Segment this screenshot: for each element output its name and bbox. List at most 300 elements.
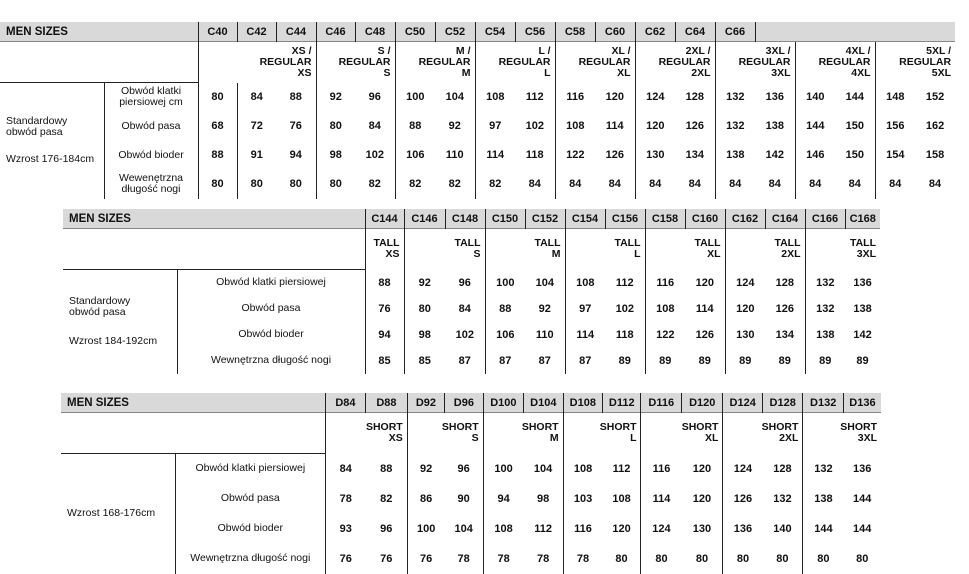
measurement-value: 144 (853, 492, 872, 505)
measurement-value: 120 (612, 522, 631, 535)
size-code: C144 (365, 209, 404, 229)
measurement-value: 138 (715, 141, 755, 170)
measurement-value: 124 (635, 83, 675, 112)
measurement-value: 84 (458, 302, 471, 315)
measurement-value: 92 (407, 454, 444, 484)
measurement-row (61, 484, 881, 514)
size-code: D88 (366, 393, 408, 413)
measurement-value: 88 (395, 112, 435, 141)
measurement-value: 140 (773, 522, 792, 535)
measurement-value: 144 (853, 522, 872, 535)
measurement-value: 93 (339, 522, 352, 535)
measurement-value: 136 (853, 276, 872, 289)
size-group: S / REGULAR S (316, 42, 395, 83)
standard-waist-label: Standardowy obwód pasa (6, 115, 68, 139)
size-code: D124 (723, 393, 762, 413)
measurement-value: 88 (378, 276, 391, 289)
measurement-label: Obwód klatki piersiowej cm (104, 83, 198, 112)
measurement-value: 94 (483, 484, 523, 514)
measurement-value: 130 (635, 141, 675, 170)
size-code: D92 (407, 393, 444, 413)
measurement-value: 142 (853, 328, 872, 341)
size-code: C44 (276, 22, 316, 42)
measurement-value: 84 (339, 462, 352, 475)
measurement-value: 80 (316, 170, 355, 199)
measurement-value: 138 (765, 120, 784, 132)
measurement-value: 85 (404, 348, 445, 374)
measurement-value: 114 (475, 141, 515, 170)
measurement-value: 132 (715, 83, 755, 112)
measurement-value: 144 (803, 514, 843, 544)
measurement-row (0, 170, 955, 199)
measurement-value: 89 (805, 348, 845, 374)
size-group-row (63, 229, 880, 270)
measurement-value: 112 (612, 462, 631, 475)
size-code: D96 (445, 393, 483, 413)
measurement-value: 110 (535, 328, 554, 341)
measurement-value: 108 (565, 270, 605, 296)
measurement-value: 126 (775, 302, 794, 315)
measurement-value: 102 (365, 149, 384, 161)
size-group: TALL M (485, 229, 565, 270)
measurement-value: 108 (555, 112, 595, 141)
measurement-value: 118 (525, 149, 544, 161)
measurement-value: 142 (765, 149, 784, 161)
measurement-value: 80 (404, 296, 445, 322)
measurement-value: 134 (775, 328, 794, 341)
size-code: C42 (237, 22, 276, 42)
size-code: C146 (404, 209, 445, 229)
measurement-value: 154 (875, 141, 915, 170)
measurement-value: 158 (925, 149, 945, 161)
measurement-value: 85 (378, 354, 391, 367)
measurement-value: 150 (845, 149, 864, 161)
group-side-label (0, 83, 104, 199)
size-code-header-row (61, 393, 881, 413)
measurement-value: 92 (448, 120, 461, 132)
measurement-value: 80 (641, 544, 681, 574)
measurement-value: 84 (555, 170, 595, 199)
measurement-value: 132 (805, 270, 845, 296)
measurement-value: 86 (407, 484, 444, 514)
measurement-value: 126 (685, 120, 704, 132)
size-code: C56 (515, 22, 555, 42)
size-code: D128 (762, 393, 802, 413)
measurement-value: 82 (475, 170, 515, 199)
measurement-value: 130 (692, 522, 712, 535)
measurement-value: 120 (635, 112, 675, 141)
size-group: SHORT XS (366, 413, 408, 454)
measurement-value: 76 (339, 552, 352, 565)
measurement-value: 98 (536, 492, 550, 505)
height-range-label: Wzrost 168-176cm (67, 507, 156, 520)
measurement-value: 150 (845, 120, 864, 132)
measurement-row (61, 514, 881, 544)
size-table-tall (63, 209, 880, 374)
size-code: D100 (483, 393, 523, 413)
measurement-value: 68 (211, 120, 224, 132)
size-group: 4XL / REGULAR 4XL (795, 42, 875, 83)
size-table-regular (0, 22, 955, 199)
measurement-value: 114 (695, 302, 714, 315)
measurement-value: 92 (316, 83, 355, 112)
measurement-value: 98 (316, 141, 355, 170)
measurement-value: 94 (289, 149, 302, 161)
size-table-short (61, 393, 881, 574)
size-group: XL / REGULAR XL (555, 42, 635, 83)
size-group: XS / REGULAR XS (237, 42, 316, 83)
size-code: C52 (435, 22, 475, 42)
measurement-value: 116 (563, 514, 602, 544)
measurement-value: 162 (925, 120, 945, 132)
size-code: C62 (635, 22, 675, 42)
measurement-value: 112 (534, 522, 552, 535)
measurement-value: 124 (723, 454, 762, 484)
measurement-value: 80 (803, 544, 843, 574)
measurement-label: Obwód pasa (104, 112, 198, 141)
size-code: D132 (803, 393, 843, 413)
measurement-value: 76 (289, 120, 302, 132)
size-group: SHORT M (483, 413, 563, 454)
size-group: TALL L (565, 229, 645, 270)
measurement-value: 89 (725, 348, 765, 374)
measurement-value: 128 (773, 462, 792, 475)
measurement-value: 126 (695, 328, 714, 341)
measurement-value: 84 (848, 178, 861, 190)
measurement-value: 82 (395, 170, 435, 199)
measurement-value: 96 (368, 91, 381, 103)
measurement-label: Obwód klatki piersiowej (177, 270, 365, 296)
measurement-value: 84 (795, 170, 835, 199)
measurement-value: 76 (378, 302, 391, 315)
measurement-value: 80 (237, 170, 276, 199)
measurement-value: 80 (211, 91, 224, 103)
measurement-value: 104 (535, 276, 554, 289)
measurement-value: 122 (645, 322, 685, 348)
table-title: MEN SIZES (63, 209, 365, 229)
measurement-value: 89 (618, 354, 631, 367)
measurement-value: 96 (380, 522, 393, 535)
measurement-label: Obwód pasa (177, 296, 365, 322)
measurement-value: 102 (525, 120, 544, 132)
size-code: C48 (355, 22, 395, 42)
measurement-value: 87 (538, 354, 551, 367)
size-group: SHORT L (563, 413, 641, 454)
measurement-value: 116 (645, 270, 685, 296)
measurement-value: 152 (925, 91, 945, 103)
size-code: D120 (681, 393, 723, 413)
measurement-value: 102 (455, 328, 474, 341)
measurement-value: 87 (458, 354, 471, 367)
size-code: C158 (645, 209, 685, 229)
measurement-label: Obwód klatki piersiowej (175, 454, 325, 484)
size-group: 3XL / REGULAR 3XL (715, 42, 795, 83)
size-code: C160 (685, 209, 725, 229)
measurement-value: 138 (805, 322, 845, 348)
size-code: C156 (605, 209, 645, 229)
size-group: TALL XL (645, 229, 725, 270)
measurement-value: 94 (378, 328, 391, 341)
measurement-value: 118 (615, 328, 634, 341)
size-code: C50 (395, 22, 435, 42)
size-group: SHORT S (407, 413, 483, 454)
size-group: TALL 3XL (805, 229, 880, 270)
measurement-row (63, 270, 880, 296)
group-blank (198, 42, 237, 83)
measurement-value: 100 (485, 270, 525, 296)
measurement-value: 156 (875, 112, 915, 141)
measurement-value: 140 (795, 83, 835, 112)
size-code: C60 (595, 22, 635, 42)
measurement-value: 120 (692, 462, 712, 475)
size-group: 5XL / REGULAR 5XL (875, 42, 955, 83)
group-label-blank (0, 42, 198, 83)
measurement-value: 78 (457, 552, 470, 565)
measurement-value: 84 (608, 178, 621, 190)
measurement-value: 120 (692, 492, 712, 505)
size-code: C168 (845, 209, 880, 229)
measurement-value: 80 (615, 552, 628, 565)
measurement-label: Obwód bioder (177, 322, 365, 348)
height-range-label: Wzrost 184-192cm (69, 335, 158, 348)
measurement-value: 78 (563, 544, 602, 574)
group-blank (325, 413, 365, 454)
size-code: C66 (715, 22, 755, 42)
measurement-value: 80 (695, 552, 709, 565)
measurement-label: Obwód pasa (175, 484, 325, 514)
measurement-value: 88 (289, 91, 302, 103)
measurement-value: 89 (698, 354, 711, 367)
measurement-value: 84 (875, 170, 915, 199)
measurement-value: 134 (685, 149, 704, 161)
measurement-value: 76 (407, 544, 444, 574)
measurement-value: 128 (775, 276, 794, 289)
measurement-value: 124 (641, 514, 681, 544)
measurement-value: 78 (339, 492, 352, 505)
measurement-label: Obwód bioder (175, 514, 325, 544)
measurement-value: 124 (725, 270, 765, 296)
measurement-value: 114 (641, 484, 681, 514)
measurement-value: 136 (723, 514, 762, 544)
measurement-value: 146 (795, 141, 835, 170)
measurement-value: 80 (856, 552, 869, 565)
measurement-value: 126 (723, 484, 762, 514)
measurement-value: 148 (875, 83, 915, 112)
size-code: D84 (325, 393, 365, 413)
measurement-value: 104 (454, 522, 473, 535)
measurement-value: 116 (641, 454, 681, 484)
measurement-value: 144 (845, 91, 864, 103)
measurement-value: 72 (237, 112, 276, 141)
measurement-value: 80 (211, 178, 224, 190)
measurement-value: 132 (715, 112, 755, 141)
measurement-value: 84 (368, 120, 381, 132)
group-label-blank (61, 413, 325, 454)
table-title: MEN SIZES (61, 393, 325, 413)
measurement-row (63, 296, 880, 322)
measurement-value: 91 (237, 141, 276, 170)
measurement-value: 132 (805, 296, 845, 322)
size-code: D116 (641, 393, 681, 413)
measurement-value: 138 (803, 484, 843, 514)
size-code: C166 (805, 209, 845, 229)
measurement-rows (0, 83, 955, 199)
measurement-value: 138 (853, 302, 872, 315)
standard-waist-label: Standardowy obwód pasa (69, 295, 131, 319)
size-group-row (61, 413, 881, 454)
measurement-value: 97 (475, 112, 515, 141)
measurement-value: 96 (458, 276, 471, 289)
measurement-value: 90 (457, 492, 470, 505)
size-code: D104 (524, 393, 563, 413)
measurement-value: 89 (778, 354, 791, 367)
measurement-value: 78 (483, 544, 523, 574)
measurement-value: 84 (715, 170, 755, 199)
measurement-value: 110 (445, 149, 464, 161)
measurement-value: 104 (445, 91, 464, 103)
header-spacer (755, 22, 955, 42)
measurement-value: 84 (768, 178, 781, 190)
measurement-value: 80 (316, 112, 355, 141)
measurement-value: 136 (853, 462, 872, 475)
measurement-value: 80 (289, 178, 302, 190)
measurement-value: 82 (448, 178, 461, 190)
size-group: TALL S (404, 229, 485, 270)
size-code: D112 (603, 393, 641, 413)
measurement-value: 87 (565, 348, 605, 374)
measurement-value: 108 (612, 492, 631, 505)
measurement-value: 106 (395, 141, 435, 170)
size-code: C162 (725, 209, 765, 229)
size-group: L / REGULAR L (475, 42, 555, 83)
measurement-value: 82 (380, 492, 393, 505)
size-code: C154 (565, 209, 605, 229)
measurement-value: 89 (856, 354, 869, 367)
size-group: TALL XS (365, 229, 404, 270)
measurement-value: 88 (485, 296, 525, 322)
measurement-value: 82 (368, 178, 381, 190)
measurement-value: 97 (565, 296, 605, 322)
group-side-label (61, 454, 175, 574)
size-group: TALL 2XL (725, 229, 805, 270)
measurement-value: 104 (533, 462, 553, 475)
measurement-value: 96 (457, 462, 470, 475)
measurement-value: 112 (525, 91, 544, 103)
measurement-value: 108 (645, 296, 685, 322)
size-code: C164 (765, 209, 805, 229)
table-title: MEN SIZES (0, 22, 198, 42)
size-code-header-row (0, 22, 955, 42)
measurement-value: 144 (795, 112, 835, 141)
measurement-value: 130 (725, 322, 765, 348)
size-group: SHORT 3XL (803, 413, 881, 454)
measurement-value: 120 (605, 91, 624, 103)
size-code: C54 (475, 22, 515, 42)
measurement-value: 100 (407, 514, 444, 544)
size-code: C152 (525, 209, 565, 229)
measurement-value: 120 (695, 276, 714, 289)
measurement-row (0, 83, 955, 112)
measurement-value: 114 (565, 322, 605, 348)
measurement-row (0, 112, 955, 141)
size-group: 2XL / REGULAR 2XL (635, 42, 715, 83)
size-code: C40 (198, 22, 237, 42)
measurement-value: 92 (538, 302, 551, 315)
measurement-value: 84 (635, 170, 675, 199)
size-code: D108 (563, 393, 602, 413)
measurement-label: Obwód bioder (104, 141, 198, 170)
measurement-label: Wewnętrzna długość nogi (177, 348, 365, 374)
measurement-value: 112 (615, 276, 634, 289)
height-range-label: Wzrost 176-184cm (6, 153, 95, 166)
measurement-value: 84 (528, 178, 541, 190)
measurement-value: 132 (803, 454, 843, 484)
measurement-value: 126 (605, 149, 624, 161)
measurement-value: 114 (605, 120, 624, 132)
size-group: M / REGULAR M (395, 42, 475, 83)
measurement-row (0, 141, 955, 170)
size-code-header-row (63, 209, 880, 229)
size-group: SHORT 2XL (723, 413, 803, 454)
measurement-value: 108 (483, 514, 523, 544)
size-code: C46 (316, 22, 355, 42)
measurement-value: 89 (645, 348, 685, 374)
measurement-value: 106 (485, 322, 525, 348)
measurement-rows (63, 270, 880, 374)
measurement-row (63, 322, 880, 348)
size-code: C58 (555, 22, 595, 42)
size-code: C148 (445, 209, 485, 229)
measurement-value: 84 (237, 83, 276, 112)
measurement-value: 88 (380, 462, 393, 475)
measurement-value: 100 (395, 83, 435, 112)
measurement-value: 103 (563, 484, 602, 514)
measurement-value: 88 (211, 149, 224, 161)
measurement-value: 120 (725, 296, 765, 322)
measurement-rows (61, 454, 881, 574)
size-code: D136 (843, 393, 881, 413)
measurement-value: 132 (773, 492, 792, 505)
group-label-blank (63, 229, 365, 270)
measurement-value: 84 (928, 178, 942, 190)
measurement-value: 102 (615, 302, 634, 315)
measurement-row (61, 454, 881, 484)
measurement-value: 98 (404, 322, 445, 348)
measurement-value: 80 (776, 552, 789, 565)
measurement-label: Wewnętrzna długość nogi (175, 544, 325, 574)
size-group: SHORT XL (641, 413, 723, 454)
size-code: C64 (675, 22, 715, 42)
measurement-value: 116 (555, 83, 595, 112)
measurement-row (63, 348, 880, 374)
measurement-value: 108 (563, 454, 602, 484)
group-side-label (63, 270, 177, 374)
size-group-row (0, 42, 955, 83)
measurement-value: 100 (483, 454, 523, 484)
measurement-value: 108 (475, 83, 515, 112)
size-code: C150 (485, 209, 525, 229)
measurement-value: 92 (404, 270, 445, 296)
measurement-value: 78 (536, 552, 550, 565)
measurement-value: 80 (723, 544, 762, 574)
measurement-label: Wewenętrzna długość nogi (104, 170, 198, 199)
measurement-value: 84 (688, 178, 701, 190)
measurement-value: 122 (555, 141, 595, 170)
measurement-value: 136 (765, 91, 784, 103)
measurement-row (61, 544, 881, 574)
measurement-value: 87 (485, 348, 525, 374)
measurement-value: 76 (380, 552, 393, 565)
